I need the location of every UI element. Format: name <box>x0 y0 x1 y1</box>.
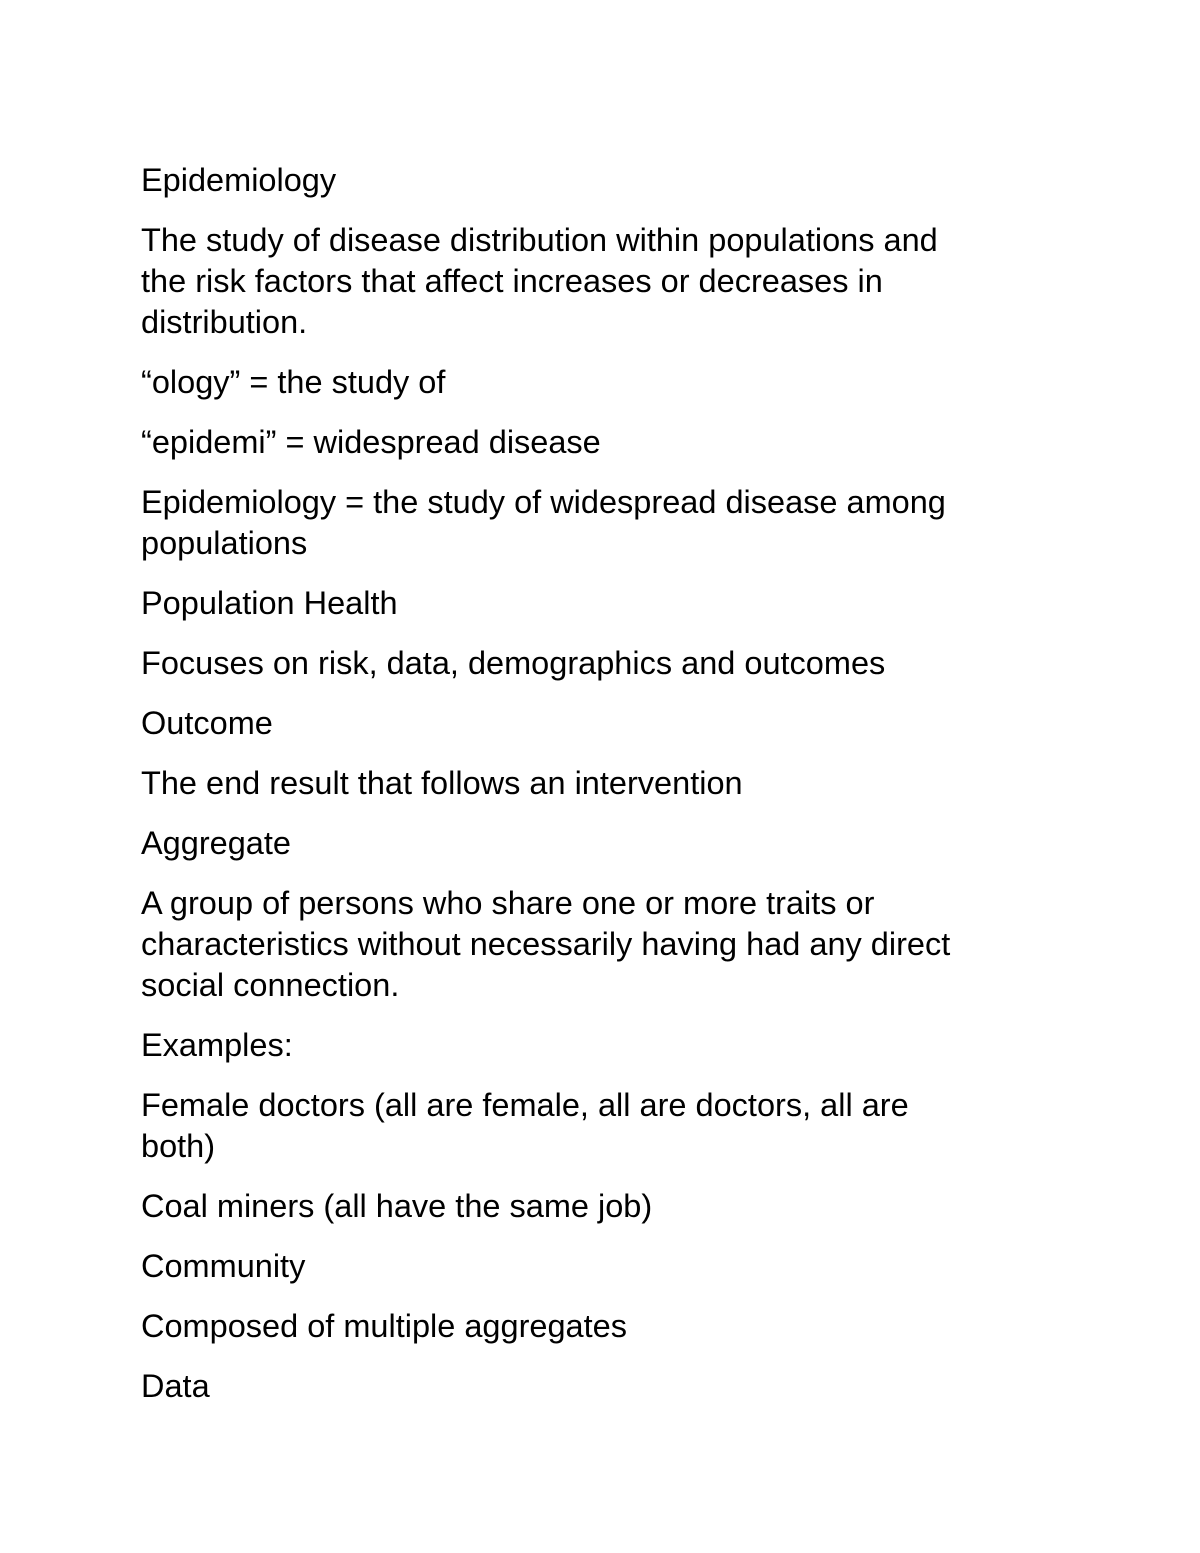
term-data <box>141 1366 1041 1407</box>
paragraph-line: the risk factors that affect increases or decreases in <box>141 263 883 299</box>
note-epidemi <box>141 422 1041 463</box>
paragraph-line: both) <box>141 1128 216 1164</box>
paragraph-line: Female doctors (all are female, all are doctors, all are <box>141 1087 909 1123</box>
term-aggregate <box>141 823 1041 864</box>
paragraph-line: Data <box>141 1368 210 1404</box>
examples-heading <box>141 1025 1041 1066</box>
example-coal-miners <box>141 1186 1041 1227</box>
paragraph-line: Epidemiology = the study of widespread disease among <box>141 484 946 520</box>
example-female-doctors <box>141 1085 1041 1167</box>
paragraph-line: “epidemi” = widespread disease <box>141 424 601 460</box>
paragraph-line: Coal miners (all have the same job) <box>141 1188 653 1224</box>
paragraph-line: Population Health <box>141 585 398 621</box>
paragraph-line: Outcome <box>141 705 273 741</box>
paragraph-line: The study of disease distribution within populations and <box>141 222 938 258</box>
term-outcome <box>141 703 1041 744</box>
paragraph-line: “ology” = the study of <box>141 364 446 400</box>
term-epidemiology <box>141 160 1041 201</box>
note-ology <box>141 362 1041 403</box>
paragraph-line: The end result that follows an intervention <box>141 765 743 801</box>
paragraph-line: social connection. <box>141 967 400 1003</box>
definition-outcome <box>141 763 1041 804</box>
definition-population-health <box>141 643 1041 684</box>
document-body <box>141 160 1041 1426</box>
paragraph-line: characteristics without necessarily having had any direct <box>141 926 951 962</box>
definition-community <box>141 1306 1041 1347</box>
paragraph-line: Epidemiology <box>141 162 337 198</box>
term-community <box>141 1246 1041 1287</box>
paragraph-line: Aggregate <box>141 825 291 861</box>
paragraph-line: Examples: <box>141 1027 293 1063</box>
paragraph-line: distribution. <box>141 304 308 340</box>
definition-epidemiology <box>141 220 1041 343</box>
paragraph-line: populations <box>141 525 308 561</box>
term-population-health <box>141 583 1041 624</box>
paragraph-line: Composed of multiple aggregates <box>141 1308 627 1344</box>
paragraph-line: A group of persons who share one or more traits or <box>141 885 875 921</box>
definition-aggregate <box>141 883 1041 1006</box>
paragraph-line: Focuses on risk, data, demographics and outcomes <box>141 645 886 681</box>
note-epidemiology-combined <box>141 482 1041 564</box>
paragraph-line: Community <box>141 1248 306 1284</box>
